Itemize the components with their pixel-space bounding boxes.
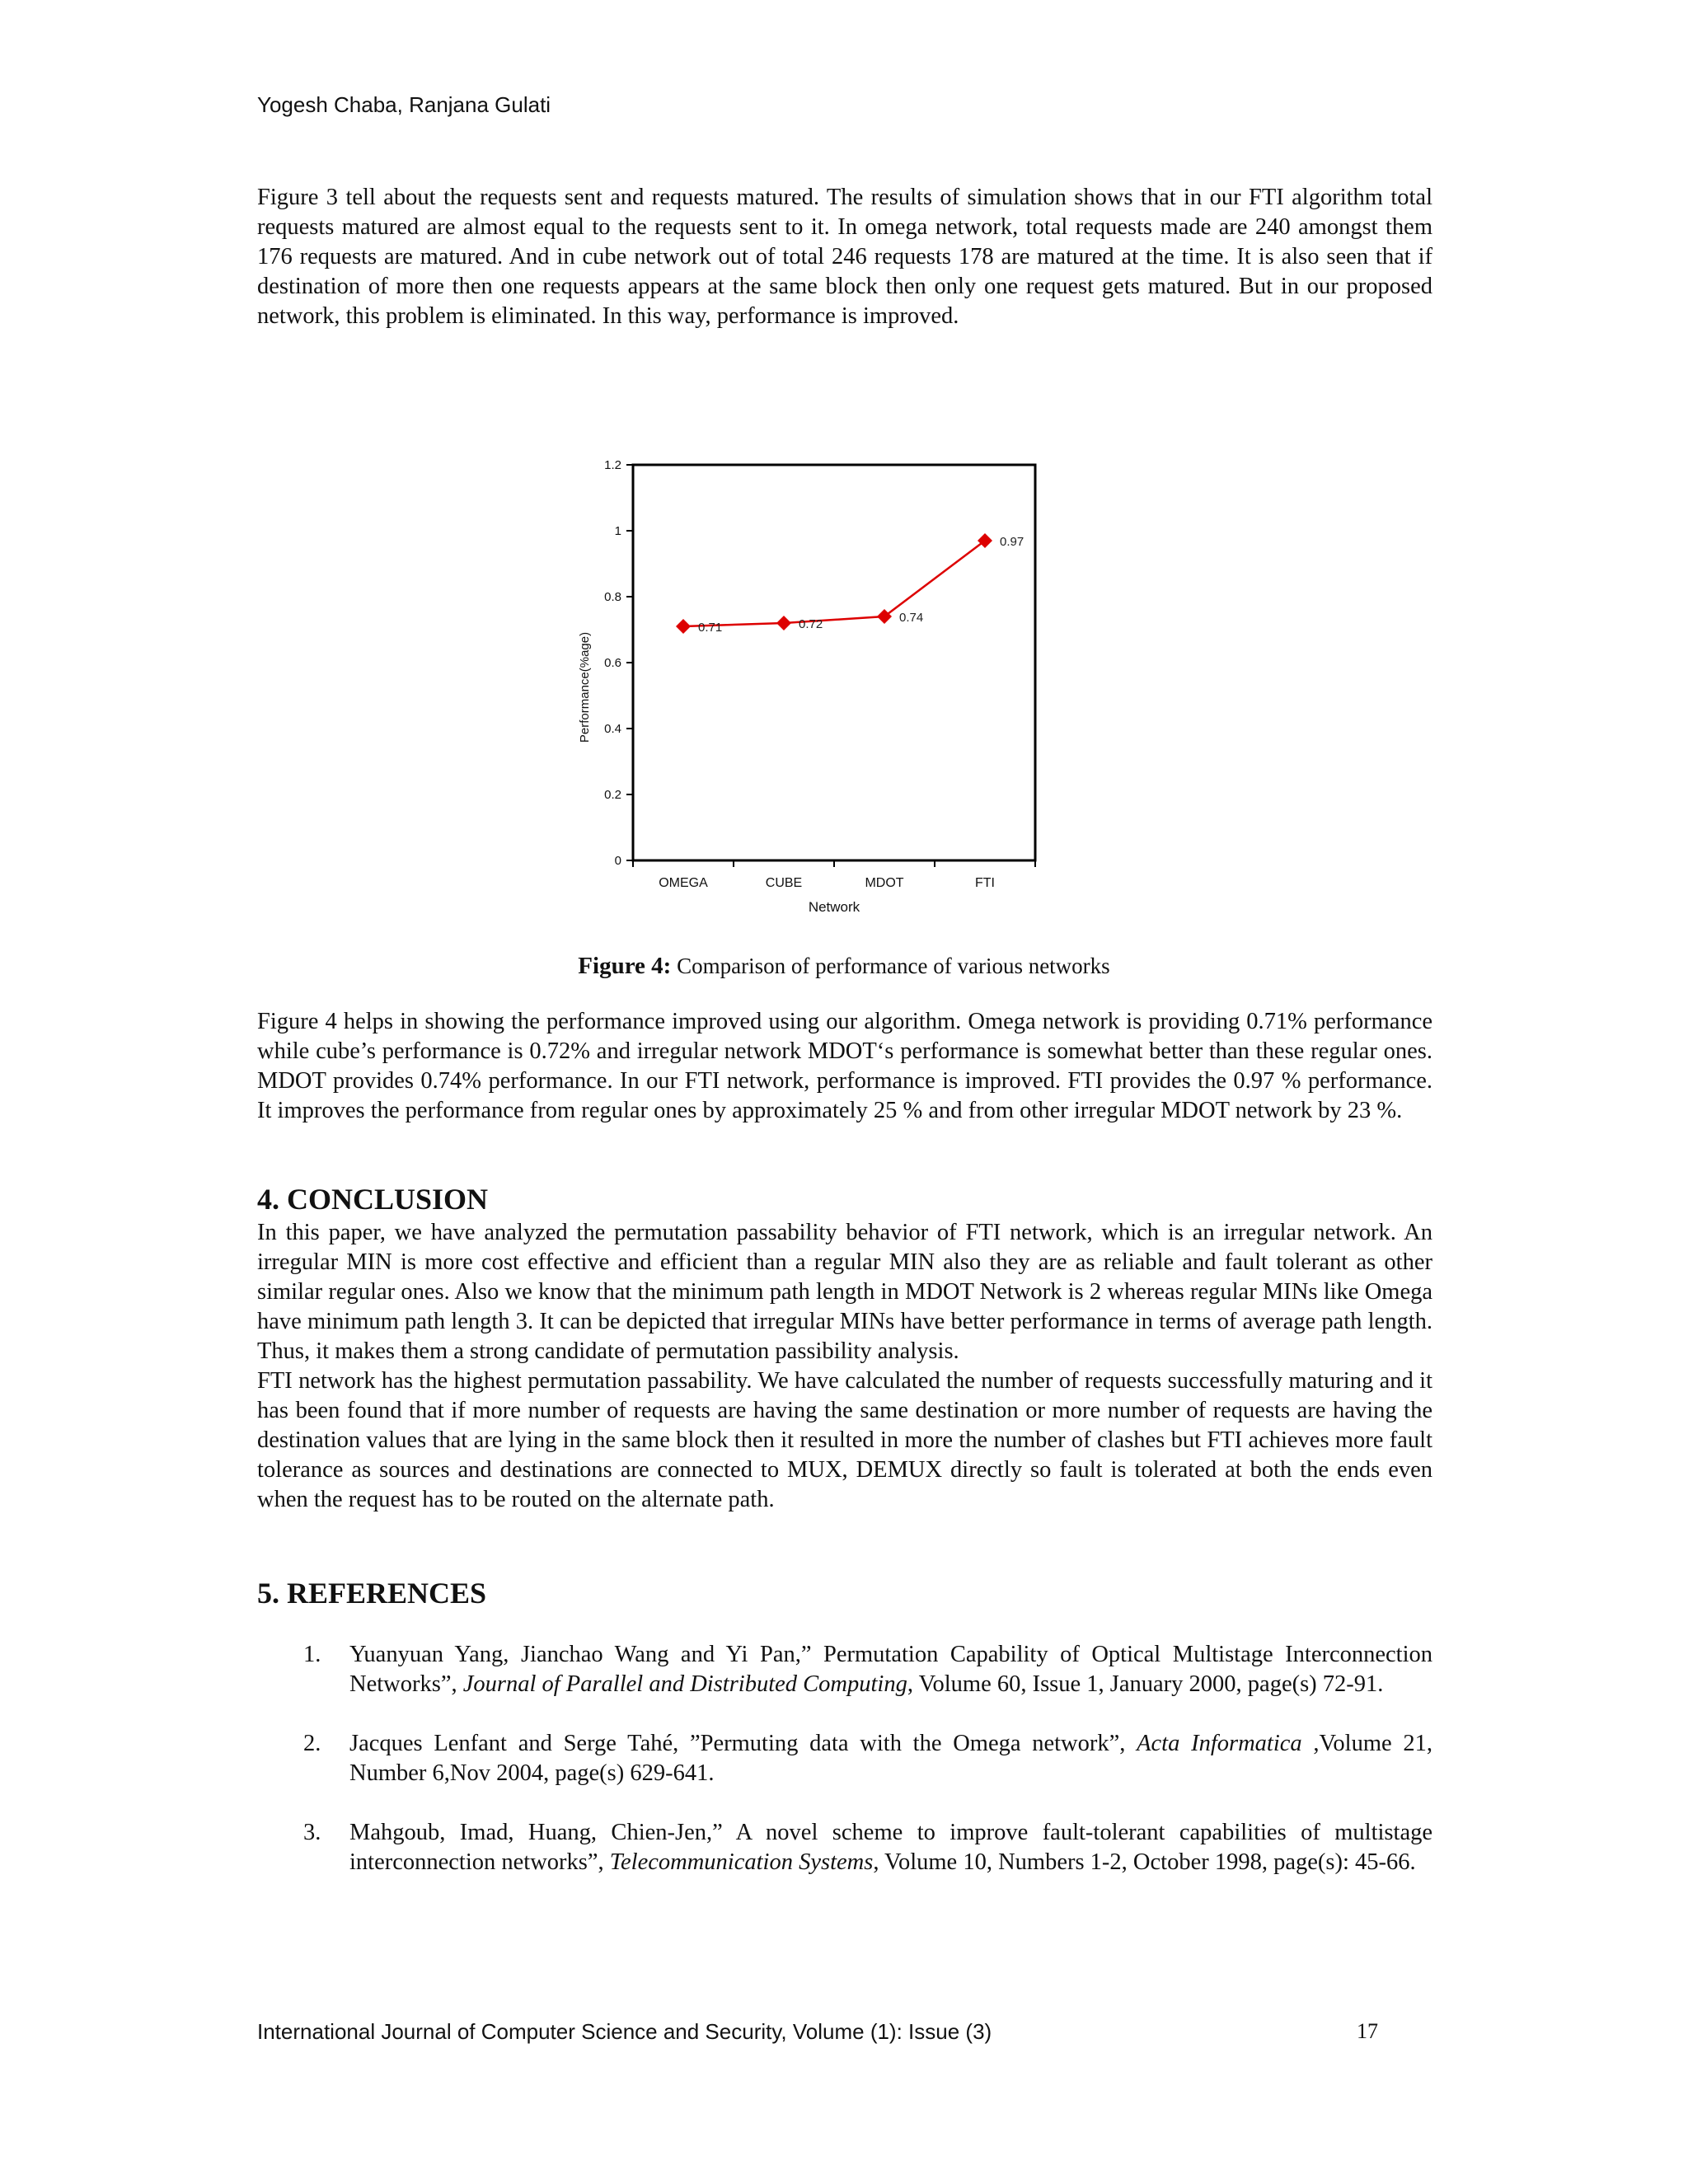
data-label: 0.74	[899, 611, 924, 625]
page-footer	[257, 2019, 1378, 2045]
x-tick-label: OMEGA	[659, 876, 708, 890]
paragraph-text: Figure 3 tell about the requests sent and requests matured. The results of simulation shows that in our FTI algorithm total requests matured are almost equal to the requests sent to it. In omega network, total requests made are 240 amongst them 176 requests are matured. And in cube network out of total 246 requests 178 are matured at the time. It is also seen that if destination of more then one requests appears at the same block then only one request gets matured. But in our proposed network, this problem is eliminated. In this way, performance is improved.	[257, 185, 1432, 329]
reference-item	[257, 1818, 1432, 1877]
data-point-marker	[676, 619, 691, 634]
data-point-marker	[776, 616, 791, 630]
y-axis-label: Performance(%age)	[578, 631, 592, 743]
x-tick-label: MDOT	[865, 876, 904, 890]
reference-text: Mahgoub, Imad, Huang, Chien-Jen,” A novel scheme to improve fault-tolerant capabilities of multistage interconnection networks”,	[349, 1820, 1432, 1875]
data-label: 0.72	[799, 617, 823, 631]
y-tick-label: 0.4	[604, 722, 621, 736]
performance-line-chart	[560, 440, 1071, 926]
conclusion-heading: 4. CONCLUSION	[257, 1183, 489, 1216]
y-tick-label: 0.6	[604, 656, 621, 670]
reference-details: , Volume 10, Numbers 1-2, October 1998, page(s): 45-66.	[873, 1849, 1416, 1875]
data-label: 0.71	[698, 621, 723, 635]
conclusion-paragraph-1: In this paper, we have analyzed the permutation passability behavior of FTI network, which is an irregular network. An irregular MIN is more cost effective and efficient than a regular MIN also they are as reliable and fault tolerant as other similar regular ones. Also we know that the minimum path length in MDOT Network is 2 whereas regular MINs like Omega have minimum path length 3. It can be depicted that irregular MINs have better performance in terms of average path length. Thus, it makes them a strong candidate of permutation passibility analysis.	[257, 1220, 1432, 1364]
x-axis	[633, 860, 1035, 890]
figure-caption-text: Comparison of performance of various networks	[671, 954, 1110, 978]
figure-caption	[0, 953, 1688, 980]
reference-text: Jacques Lenfant and Serge Tahé, ”Permuting data with the Omega network”,	[349, 1731, 1137, 1756]
reference-details: ,Volume 21, Number 6,Nov 2004, page(s) 629-641.	[349, 1731, 1432, 1786]
reference-number: 2.	[303, 1731, 321, 1756]
reference-journal: Telecommunication Systems	[609, 1849, 874, 1875]
references-heading: 5. REFERENCES	[257, 1577, 487, 1610]
y-tick-label: 1	[614, 524, 621, 538]
x-tick-label: FTI	[975, 876, 995, 890]
y-axis	[604, 458, 633, 868]
y-tick-label: 0	[614, 854, 621, 868]
references-list	[257, 1640, 1432, 1907]
reference-number: 1.	[303, 1642, 321, 1667]
performance-series	[676, 533, 1024, 635]
paragraph-figure3-discussion	[257, 183, 1432, 331]
reference-journal: Acta Informatica	[1137, 1731, 1302, 1756]
series-line	[683, 541, 985, 626]
reference-number: 3.	[303, 1820, 321, 1845]
x-axis-label: Network	[808, 899, 860, 915]
footer-journal: International Journal of Computer Science and Security, Volume (1): Issue (3)	[257, 2019, 992, 2044]
reference-item	[257, 1729, 1432, 1788]
y-tick-label: 0.2	[604, 788, 621, 802]
running-head: Yogesh Chaba, Ranjana Gulati	[257, 92, 551, 117]
paragraph-text: Figure 4 helps in showing the performance improved using our algorithm. Omega network is providing 0.71% performance while cube’s performance is 0.72% and irregular network MDOT‘s performance is somewhat better than these regular ones. MDOT provides 0.74% performance. In our FTI network, performance is improved. FTI provides the 0.97 % performance. It improves the performance from regular ones by approximately 25 % and from other irregular MDOT network by 23 %.	[257, 1009, 1432, 1123]
figure-caption-label: Figure 4:	[578, 953, 672, 979]
y-tick-label: 0.8	[604, 590, 621, 604]
reference-details: , Volume 60, Issue 1, January 2000, page(s) 72-91.	[907, 1671, 1384, 1697]
y-tick-label: 1.2	[604, 458, 621, 472]
reference-text: Yuanyuan Yang, Jianchao Wang and Yi Pan,” Permutation Capability of Optical Multistage Interconnection Networks”,	[349, 1642, 1432, 1697]
x-tick-label: CUBE	[765, 876, 803, 890]
conclusion-section	[257, 1218, 1432, 1515]
reference-journal: Journal of Parallel and Distributed Computing	[462, 1671, 907, 1697]
page-number: 17	[1357, 2019, 1378, 2043]
plot-area-frame	[633, 465, 1035, 860]
data-label: 0.97	[1000, 535, 1025, 549]
reference-item	[257, 1640, 1432, 1699]
paragraph-figure4-discussion	[257, 1007, 1432, 1126]
conclusion-paragraph-2: FTI network has the highest permutation passability. We have calculated the number of requests successfully maturing and it has been found that if more number of requests are having the same destination or more number of requests are having the destination values that are lying in the same block then it resulted in more the number of clashes but FTI achieves more fault tolerance as sources and destinations are connected to MUX, DEMUX directly so fault is tolerated at both the ends even when the request has to be routed on the alternate path.	[257, 1368, 1432, 1512]
